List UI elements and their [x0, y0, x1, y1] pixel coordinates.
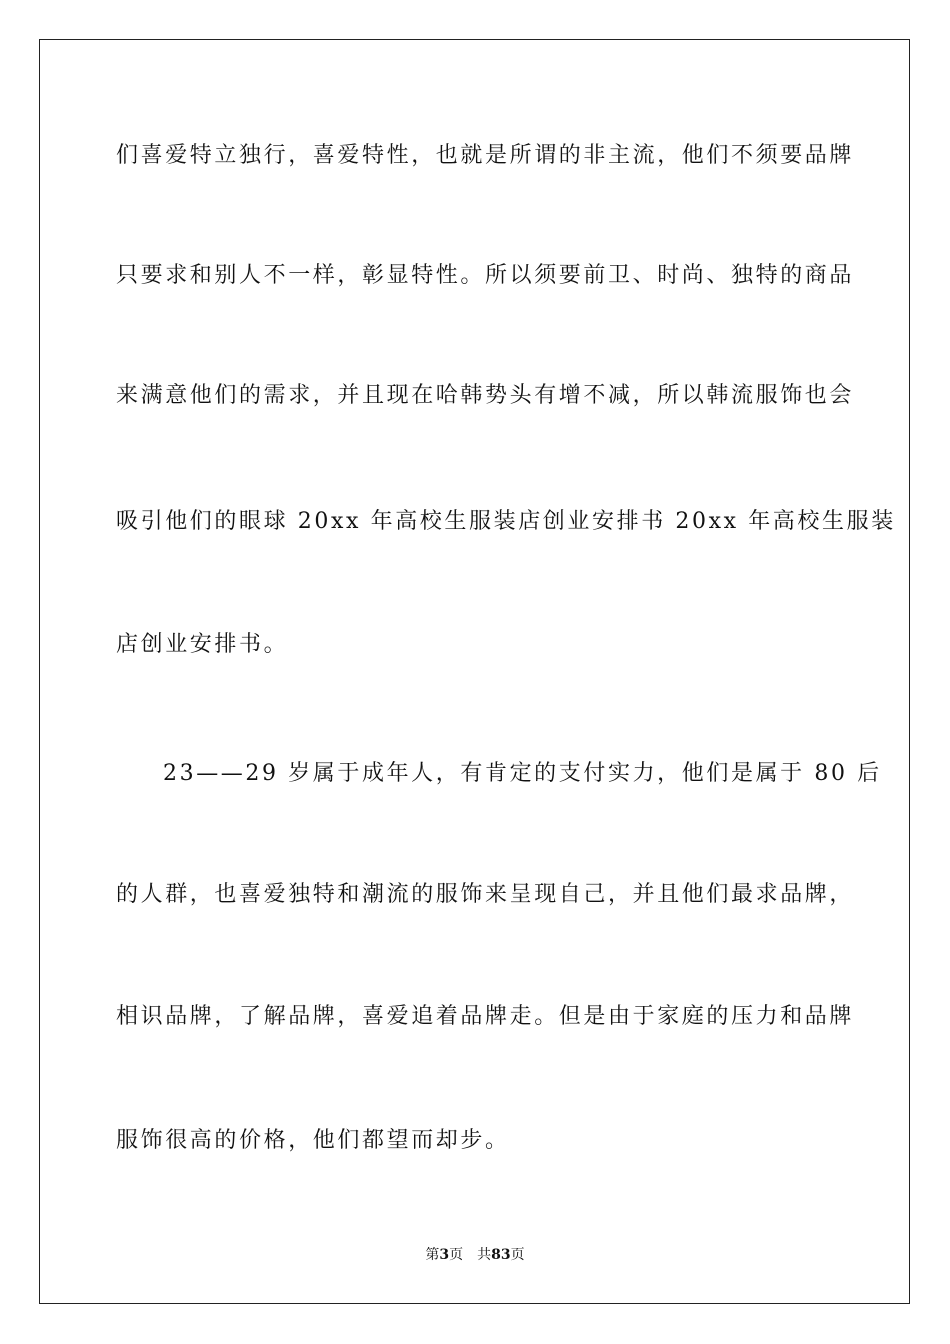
footer-total-pages: 83: [491, 1247, 511, 1263]
footer-total-prefix: 共: [477, 1247, 492, 1263]
paragraph-1-line-3: 来满意他们的需求，并且现在哈韩势头有增不减，所以韩流服饰也会: [116, 383, 855, 408]
paragraph-2-line-2: 的人群，也喜爱独特和潮流的服饰来呈现自己，并且他们最求品牌，: [116, 882, 855, 907]
footer-page-number: 3: [439, 1247, 450, 1263]
paragraph-2-line-3: 相识品牌，了解品牌，喜爱追着品牌走。但是由于家庭的压力和品牌: [116, 1004, 855, 1029]
page-footer: [0, 1246, 950, 1264]
paragraph-1-line-4: 吸引他们的眼球 20xx 年高校生服装店创业安排书 20xx 年高校生服装: [116, 509, 896, 534]
paragraph-2-line-1: 23——29 岁属于成年人，有肯定的支付实力，他们是属于 80 后: [163, 761, 882, 786]
footer-page-suffix: 页: [449, 1247, 464, 1263]
page-border: [39, 39, 910, 1304]
paragraph-2-line-4: 服饰很高的价格，他们都望而却步。: [116, 1128, 510, 1153]
paragraph-1-line-2: 只要求和别人不一样，彰显特性。所以须要前卫、时尚、独特的商品: [116, 263, 855, 288]
footer-page-prefix: 第: [425, 1247, 440, 1263]
paragraph-1-line-5: 店创业安排书。: [116, 632, 289, 657]
paragraph-1-line-1: 们喜爱特立独行，喜爱特性，也就是所谓的非主流，他们不须要品牌: [116, 143, 855, 168]
footer-total-suffix: 页: [510, 1247, 525, 1263]
